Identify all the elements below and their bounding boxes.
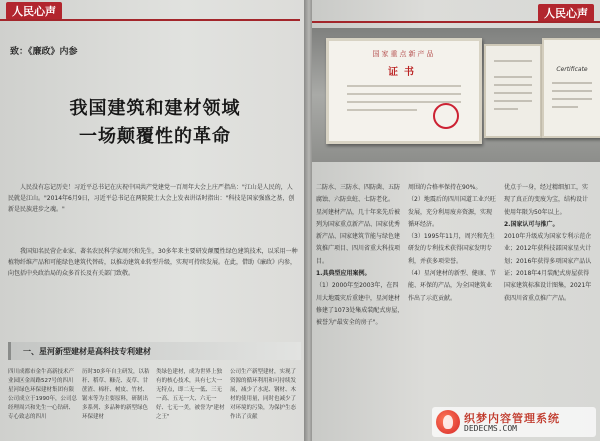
certificate-small-2 (542, 38, 600, 138)
watermark-url: DEDECMS.COM (464, 424, 517, 433)
header-rule (312, 21, 600, 23)
paragraph: 2010年升级成为国家专利示范企业；2012年获科技部国家星火计划；2016年获得多项国家产品认证；2018年4月装配式房屋获得国家建筑标准设计图集，2021年获四川省重点推广产品。 (504, 233, 592, 302)
certificate-text-line (552, 90, 592, 92)
certificate-english-title: Certificate (556, 66, 588, 73)
paragraph: （1）2000年至2003年，在四川大地震灾后重建中，星河建材修建了1073处集成装配式房屋，被誉为"最安全的房子"。 (316, 282, 404, 327)
header-rule (0, 19, 300, 21)
certificate-title: 国家重点新产品 (372, 50, 436, 58)
subheading: 2.国家认可与推广。 (504, 220, 559, 228)
right-column-3 (504, 182, 592, 441)
subheading: 1.具典型应用案例。 (316, 270, 371, 278)
paragraph: 优点于一身，经过精细加工，实现了真正的变废为宝，结构设计使用年限为50年以上。 (504, 184, 589, 216)
paragraph: 二防水、三防水、四防菌、五防腐蚀、六防虫蛀、七防老化。 (316, 184, 401, 204)
certificate-text-line (552, 82, 592, 84)
body-column-3: 类绿色建材，成为世界上独有的核心技术，具有七大一无特点，即二无一低、三无一高、五无一大、六无一好、七无一美，被誉为"建材之王" (156, 369, 225, 420)
section-header-bar (8, 342, 301, 360)
intro-paragraph-1: 人民没有忘记历史！习近平总书记在庆祝中国共产党建党一百周年大会上庄严指出："江山是人民的，人民就是江山。"2014年6月9日，习近平总书记在两院院士大会上发表讲话时指出："科技是国家强盛之基，创新是民族进步之魂。" (8, 184, 295, 213)
right-column-2 (408, 182, 496, 441)
seal-icon (433, 103, 459, 129)
headline-line-2: 一场颠覆性的革命 (79, 126, 231, 147)
certificate-main (326, 38, 482, 144)
certificate-small-1 (484, 44, 542, 138)
certificate-text-line (552, 106, 578, 108)
certificate-text-line (494, 108, 518, 110)
column-brand-label: 人民心声 (538, 4, 594, 22)
dedication-line: 致：《廉政》内参 (10, 47, 78, 57)
certificate-text-line (552, 98, 592, 100)
intro-paragraph-2: 我国知名民营企业家、著名农民科学家周兴和先生，30多年来主要研发颠覆性绿色建筑技术，以采用一种植物纤维产品和可能绿色建筑代替砖，以推动建筑业转型升级，实现可持续发展。在此，借助《廉政》内参，向包括中央政治局的众多首长及有关部门致敬。 (8, 248, 298, 277)
body-column-4: 公司生产新型建材，实现了资源的循环利用和可持续发展，减少了水泥、钢材、木材的使用量，同时也减少了对环境的污染，为保护生态作出了贡献 (230, 369, 297, 420)
body-column-1: 四川成都市金牛高新技术产业园区金周路527号的四川星河绿色环保建材集团有限公司成立于1990年，公司总经理周兴和先生一心钻研、专心致志的四川 (8, 369, 77, 420)
certificate-text-line (494, 76, 532, 78)
certificates-photo (312, 28, 600, 162)
body-column-2: 历时30多年自主研发，以秸秆、稻草、糠壳、麦草、甘蔗渣、棉秆、树皮、竹材、锯末等为主要原料，研制出多系列、多品种的新型绿色环保建材 (82, 369, 150, 420)
paragraph: （2）地震后的四川国道工业兴旺发展，充分利用废弃资源，实现循环经济。 (408, 196, 496, 228)
paragraph: （3）1995年11月，周兴和先生研发的专利技术获得国家发明专利，并获多项荣誉。 (408, 233, 495, 265)
headline-line-1: 我国建筑和建材领域 (69, 98, 241, 119)
certificate-heading: 证书 (388, 67, 420, 78)
certificate-text-line (494, 60, 532, 62)
section-title: 一、星河新型建材是高科技专利建材 (23, 347, 151, 356)
certificate-text-line (347, 85, 461, 87)
right-page (312, 0, 600, 441)
certificate-text-line (494, 92, 532, 94)
paragraph: 周围的合格率保持在90%。 (408, 184, 482, 191)
certificate-text-line (494, 100, 532, 102)
certificate-text-line (347, 109, 417, 111)
paragraph: 星河建材产品，几十年来先后被列为国家重点新产品、国家优秀新产品、国家建筑节能与绿色建筑推广项目、四川省重大科技项目。 (316, 208, 401, 265)
certificate-text-line (347, 93, 461, 95)
watermark-brand: 织梦内容管理系统 (464, 412, 560, 425)
paragraph: （4）星河建材的新型、健康、节能、环保的产品，为全国建筑业作出了示范贡献。 (408, 270, 496, 302)
right-column-1 (316, 182, 404, 441)
column-brand-label: 人民心声 (6, 2, 62, 20)
certificate-text-line (494, 84, 532, 86)
site-watermark (432, 407, 596, 437)
dedecms-logo-icon (436, 410, 460, 434)
